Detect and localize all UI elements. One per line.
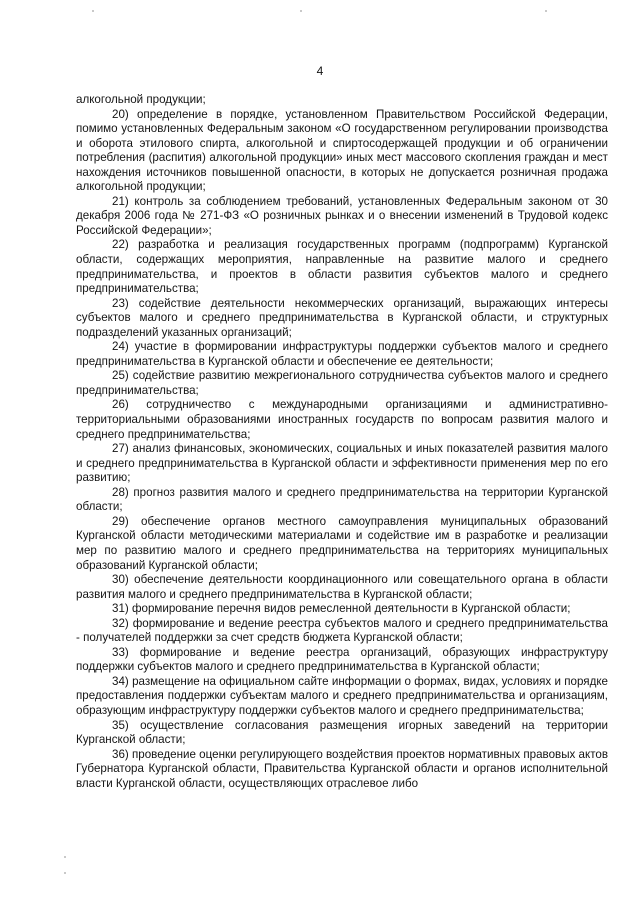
list-item-22: 22) разработка и реализация государственных программ (подпрограмм) Курганской области, содержащих мероприятия, направленные на развитие малого и среднего предпринимательства, и проектов в области развития субъектов малого и среднего предпринимательства; [76, 238, 608, 296]
scan-speck [545, 10, 547, 12]
list-item-27: 27) анализ финансовых, экономических, социальных и иных показателей развития малого и среднего предпринимательства в Курганской области и эффективности применения мер по его развитию; [76, 442, 608, 485]
list-item-31: 31) формирование перечня видов ремесленной деятельности в Курганской области; [112, 602, 571, 616]
list-item-29: 29) обеспечение органов местного самоуправления муниципальных образований Курганской области методическими материалами и содействие им в разработке и реализации мер по развитию малого и среднего предпринимательства на территориях муниципальных образований Курганской области; [76, 514, 608, 572]
list-item-26: 26) сотрудничество с международными организациями и административно-территориальными образованиями иностранных государств по вопросам развития малого и среднего предпринимательства; [76, 398, 608, 441]
list-item-24: 24) участие в формировании инфраструктуры поддержки субъектов малого и среднего предпринимательства в Курганской области и обеспечение ее деятельности; [76, 340, 608, 368]
list-item-28: 28) прогноз развития малого и среднего предпринимательства на территории Курганской области; [76, 485, 608, 514]
list-item-33: 33) формирование и ведение реестра организаций, образующих инфраструктуру поддержки субъектов малого и среднего предпринимательства в Курганской области; [76, 645, 608, 674]
list-item-36: 36) проведение оценки регулирующего воздействия проектов нормативных правовых актов Губернатора Курганской области, Правительства Курганской области и органов исполнительной власти Курганской области, осуществляющих отраслевое либо [76, 747, 608, 790]
list-item-34: 34) размещение на официальном сайте информации о формах, видах, условиях и порядке предоставления поддержки субъектам малого и среднего предпринимательства и организациям, образующим инфраструктуру поддержки субъектов малого и среднего предпринимательства; [76, 674, 608, 717]
page-number: 4 [316, 64, 324, 78]
list-item-21: 21) контроль за соблюдением требований, установленных Федеральным законом от 30 декабря 2006 года № 271-ФЗ «О розничных рынках и о внесении изменений в Трудовой кодекс Российской Федерации»; [76, 194, 608, 237]
list-item-23: 23) содействие деятельности некоммерческих организаций, выражающих интересы субъектов малого и среднего предпринимательства в Курганской области, и структурных подразделений указанных организаций; [76, 296, 608, 339]
list-item-35: 35) осуществление согласования размещения игорных заведений на территории Курганской области; [76, 718, 608, 747]
paragraph-continuation: алкогольной продукции; [76, 93, 206, 106]
list-item-30: 30) обеспечение деятельности координационного или совещательного органа в области развития малого и среднего предпринимательства в Курганской области; [76, 573, 608, 601]
scan-speck [64, 872, 66, 874]
scan-speck [92, 10, 94, 12]
scan-speck [300, 10, 302, 12]
list-item-32: 32) формирование и ведение реестра субъектов малого и среднего предпринимательства - получателей поддержки за счет средств бюджета Курганской области; [76, 616, 608, 645]
body-text [76, 93, 608, 791]
scan-speck [64, 856, 66, 858]
list-item-25: 25) содействие развитию межрегионального сотрудничества субъектов малого и среднего предпринимательства; [76, 369, 608, 397]
list-item-20: 20) определение в порядке, установленном Правительством Российской Федерации, помимо установленных Федеральным законом «О государственном регулировании производства и оборота этилового спирта, алкогольной и спиртосодержащей продукции и об ограничении потребления (распития) алкогольной продукции» иных мест массового скопления граждан и мест нахождения источников повышенной опасности, в которых не допускается розничная продажа алкогольной продукции; [76, 107, 608, 194]
